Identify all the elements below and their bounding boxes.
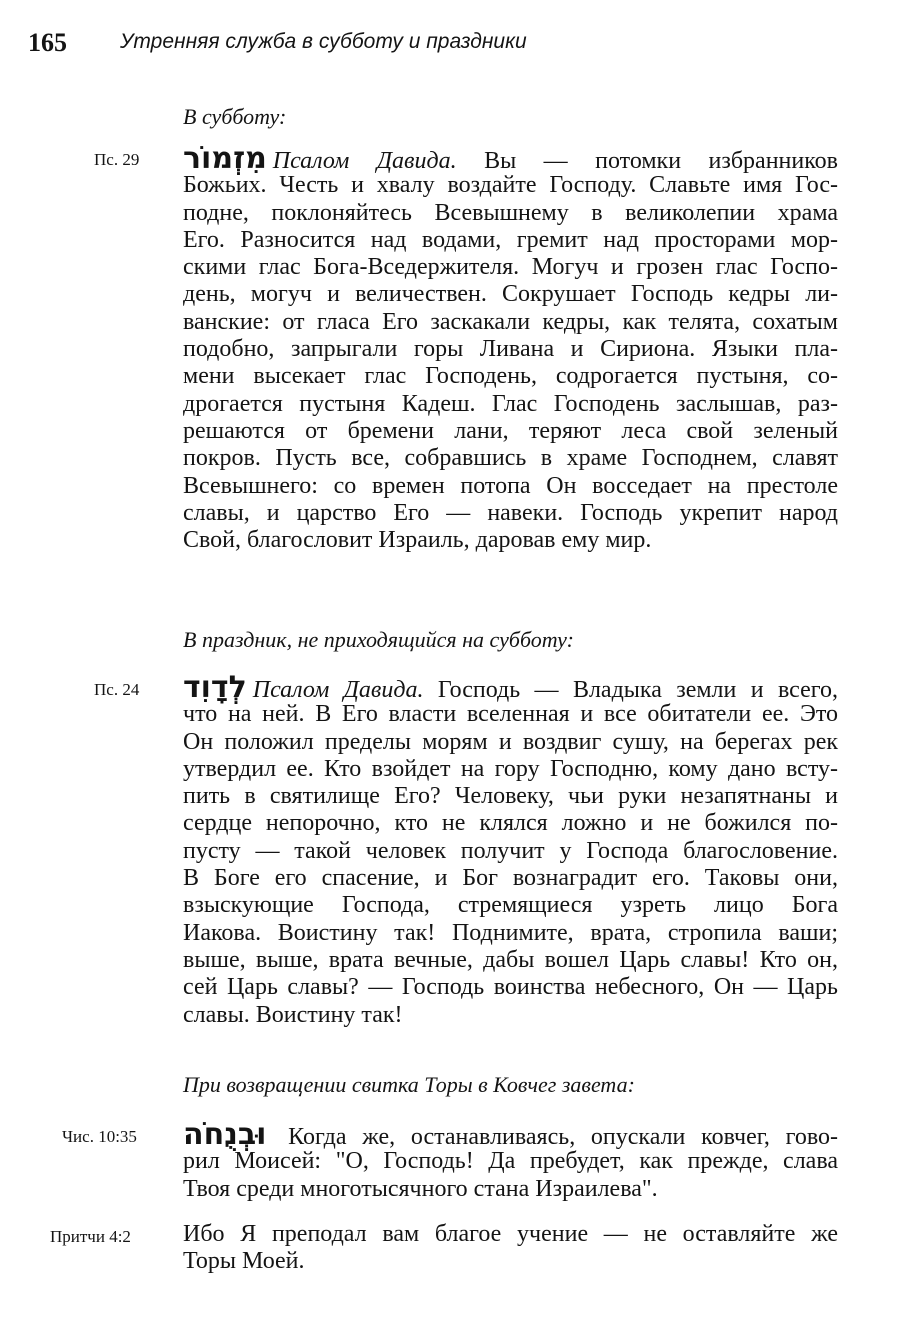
hebrew-incipit: לְדָוִד — [183, 670, 247, 705]
text-line: рил Моисей: "О, Господь! Да пребудет, как прежде, слава — [183, 1148, 838, 1175]
text-line: подне, поклоняйтесь Всевышнему в великолепии храма — [183, 199, 838, 226]
psalm-29-text — [183, 141, 839, 554]
scripture-reference: Пс. 29 — [94, 150, 140, 169]
proverbs-text — [183, 1221, 838, 1276]
hebrew-incipit: וּבְנֻחֹה — [183, 1117, 267, 1152]
section-heading-saturday: В субботу: — [183, 104, 287, 129]
text-line: покров. Пусть все, собравшись в храме Господнем, славят — [183, 445, 838, 472]
numbers-text — [183, 1117, 838, 1203]
psalm-intro: Псалом Давида. — [252, 677, 424, 703]
text-line: утвердил ее. Кто взойдет на гору Господню, кому дано всту- — [183, 755, 838, 782]
text-line: пусту — такой человек получит у Господа благословение. — [183, 837, 838, 864]
text-line: день, могуч и величествен. Сокрушает Господь кедры ли- — [183, 281, 838, 308]
first-line-text: Вы — потомки избранников — [484, 148, 839, 174]
text-line: дрогается пустыня Кадеш. Глас Господень заслышав, раз- — [183, 390, 838, 417]
scripture-reference: Пс. 24 — [94, 680, 140, 699]
text-line: В Боге его спасение, и Бог вознаградит его. Таковы они, — [183, 865, 838, 892]
section-heading-torah-return: При возвращении свитка Торы в Ковчег завета: — [183, 1072, 635, 1097]
first-line-text: Господь — Владыка земли и всего, — [437, 677, 839, 703]
psalm-24-text — [183, 670, 839, 1029]
text-line: подобно, запрыгали горы Ливана и Сириона. Языки пла- — [183, 336, 838, 363]
first-line-text: Когда же, останавливаясь, опускали ковчег, гово- — [288, 1124, 838, 1150]
text-line: Торы Моей. — [183, 1248, 305, 1275]
text-line: Божьих. Честь и хвалу воздайте Господу. Славьте имя Гос- — [183, 172, 838, 199]
page-number: 165 — [28, 28, 67, 57]
text-line: что на ней. В Его власти вселенная и все обитатели ее. Это — [183, 701, 838, 728]
text-line: Иакова. Воистину так! Поднимите, врата, стропила ваши; — [183, 919, 838, 946]
text-line: ванские: от гласа Его заскакали кедры, как телята, сохатым — [183, 308, 838, 335]
hebrew-incipit: מִזְמוֹר — [183, 141, 267, 176]
text-line: мени высекает глас Господень, содрогается пустыня, со- — [183, 363, 838, 390]
text-line: сей Царь славы? — Господь воинства небесного, Он — Царь — [183, 974, 838, 1001]
text-line: решаются от бремени лани, теряют леса свой зеленый — [183, 417, 838, 444]
section-heading-festival: В праздник, не приходящийся на субботу: — [183, 627, 574, 652]
text-line: Твоя среди многотысячного стана Израилева". — [183, 1175, 658, 1202]
text-line: Свой, благословит Израиль, даровав ему мир. — [183, 527, 652, 554]
text-line: Его. Разносится над водами, гремит над просторами мор- — [183, 226, 838, 253]
text-line: скими глас Бога-Вседержителя. Могуч и грозен глас Госпо- — [183, 254, 838, 281]
text-line: славы, и царство Его — навеки. Господь укрепит народ — [183, 499, 838, 526]
page-header — [0, 28, 900, 68]
text-line: Ибо Я преподал вам благое учение — не оставляйте же — [183, 1221, 838, 1247]
text-line: выше, выше, врата вечные, дабы вошел Царь славы! Кто он, — [183, 946, 838, 973]
psalm-intro: Псалом Давида. — [272, 148, 457, 174]
scripture-reference: Притчи 4:2 — [50, 1227, 131, 1246]
text-line — [183, 670, 839, 705]
running-title: Утренняя служба в субботу и праздники — [120, 30, 527, 53]
text-line: взыскующие Господа, стремящиеся узреть лицо Бога — [183, 892, 838, 919]
text-line — [183, 141, 839, 176]
text-line: Он положил пределы морям и воздвиг сушу, на берегах рек — [183, 728, 838, 755]
text-line — [183, 1117, 838, 1152]
scripture-reference: Чис. 10:35 — [62, 1127, 137, 1146]
text-line: сердце непорочно, кто не клялся ложно и не божился по- — [183, 810, 838, 837]
text-line: пить в святилище Его? Человеку, чьи руки незапятнаны и — [183, 783, 838, 810]
text-line: славы. Воистину так! — [183, 1001, 403, 1028]
text-line: Всевышнего: со времен потопа Он восседает на престоле — [183, 472, 838, 499]
